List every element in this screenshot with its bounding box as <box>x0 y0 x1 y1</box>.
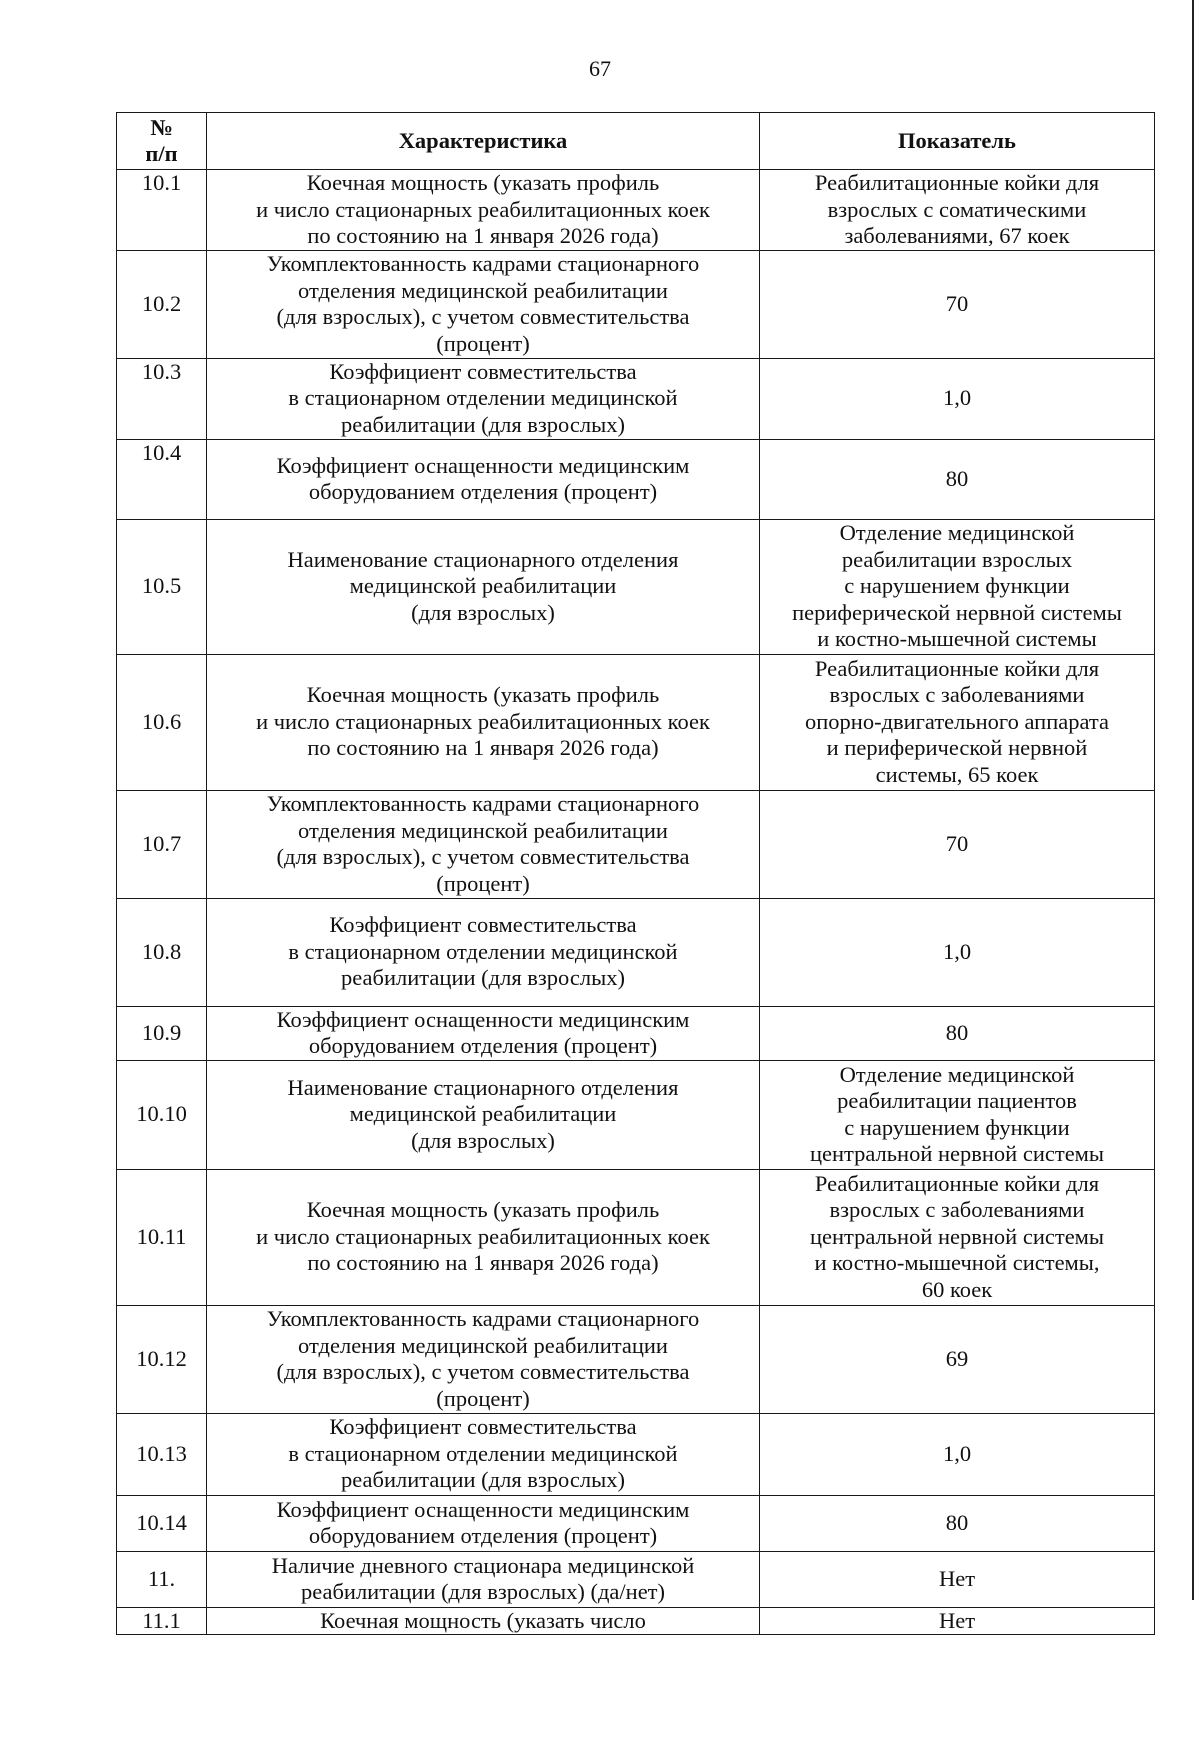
row-characteristic: Коечная мощность (указать профиль и число стационарных реабилитационных коек по состоянию на 1 января 2026 года) <box>207 654 760 790</box>
table-row <box>117 1551 1155 1607</box>
row-indicator: Реабилитационные койки для взрослых с соматическими заболеваниями, 67 коек <box>760 170 1155 251</box>
header-characteristic: Характеристика <box>207 113 760 170</box>
table-row <box>117 519 1155 654</box>
row-number: 10.5 <box>117 519 207 654</box>
table-row <box>117 1607 1155 1635</box>
table-row <box>117 654 1155 790</box>
row-number: 10.8 <box>117 898 207 1006</box>
row-characteristic: Наличие дневного стационара медицинской реабилитации (для взрослых) (да/нет) <box>207 1551 760 1607</box>
row-characteristic: Коечная мощность (указать число <box>207 1607 760 1635</box>
row-characteristic: Наименование стационарного отделения медицинской реабилитации (для взрослых) <box>207 519 760 654</box>
table-row <box>117 898 1155 1006</box>
row-characteristic: Укомплектованность кадрами стационарного отделения медицинской реабилитации (для взрослых), с учетом совместительства (процент) <box>207 790 760 898</box>
table-row <box>117 358 1155 439</box>
row-indicator: 80 <box>760 1495 1155 1551</box>
row-characteristic: Укомплектованность кадрами стационарного отделения медицинской реабилитации (для взрослых), с учетом совместительства (процент) <box>207 250 760 358</box>
row-number: 10.6 <box>117 654 207 790</box>
row-indicator: 1,0 <box>760 1413 1155 1495</box>
row-characteristic: Коэффициент совместительства в стационарном отделении медицинской реабилитации (для взрослых) <box>207 1413 760 1495</box>
row-number: 10.1 <box>117 170 207 251</box>
header-number: № п/п <box>117 113 207 170</box>
row-indicator: Реабилитационные койки для взрослых с заболеваниями центральной нервной системы и костно-мышечной системы, 60 коек <box>760 1169 1155 1305</box>
page-number: 67 <box>589 56 611 81</box>
row-characteristic: Укомплектованность кадрами стационарного отделения медицинской реабилитации (для взрослых), с учетом совместительства (процент) <box>207 1305 760 1413</box>
row-indicator: Реабилитационные койки для взрослых с заболеваниями опорно-двигательного аппарата и периферической нервной системы, 65 коек <box>760 654 1155 790</box>
row-indicator: 1,0 <box>760 898 1155 1006</box>
row-characteristic: Коэффициент совместительства в стационарном отделении медицинской реабилитации (для взрослых) <box>207 898 760 1006</box>
row-indicator: 70 <box>760 250 1155 358</box>
row-indicator: Отделение медицинской реабилитации взрослых с нарушением функции периферической нервной системы и костно-мышечной системы <box>760 519 1155 654</box>
row-number: 10.14 <box>117 1495 207 1551</box>
row-indicator: 70 <box>760 790 1155 898</box>
row-characteristic: Коечная мощность (указать профиль и число стационарных реабилитационных коек по состоянию на 1 января 2026 года) <box>207 170 760 251</box>
row-number: 10.9 <box>117 1006 207 1060</box>
table-row <box>117 250 1155 358</box>
table-row <box>117 1060 1155 1169</box>
table-row <box>117 1006 1155 1060</box>
row-indicator: 80 <box>760 1006 1155 1060</box>
row-characteristic: Коечная мощность (указать профиль и число стационарных реабилитационных коек по состоянию на 1 января 2026 года) <box>207 1169 760 1305</box>
row-indicator: Отделение медицинской реабилитации пациентов с нарушением функции центральной нервной системы <box>760 1060 1155 1169</box>
row-number: 10.11 <box>117 1169 207 1305</box>
row-indicator: 80 <box>760 439 1155 519</box>
data-table <box>116 112 1155 1635</box>
header-indicator: Показатель <box>760 113 1155 170</box>
row-number: 11.1 <box>117 1607 207 1635</box>
table-row <box>117 1169 1155 1305</box>
row-indicator: Нет <box>760 1551 1155 1607</box>
table-row <box>117 439 1155 519</box>
table-header-row <box>117 113 1155 170</box>
table-row <box>117 790 1155 898</box>
row-number: 10.12 <box>117 1305 207 1413</box>
row-characteristic: Коэффициент совместительства в стационарном отделении медицинской реабилитации (для взрослых) <box>207 358 760 439</box>
scan-edge-line <box>1192 0 1194 1600</box>
table-row <box>117 1495 1155 1551</box>
row-number: 10.13 <box>117 1413 207 1495</box>
row-indicator: 1,0 <box>760 358 1155 439</box>
row-indicator: Нет <box>760 1607 1155 1635</box>
table-row <box>117 1305 1155 1413</box>
row-characteristic: Коэффициент оснащенности медицинским оборудованием отделения (процент) <box>207 439 760 519</box>
row-number: 10.10 <box>117 1060 207 1169</box>
row-characteristic: Коэффициент оснащенности медицинским оборудованием отделения (процент) <box>207 1495 760 1551</box>
row-number: 10.2 <box>117 250 207 358</box>
row-characteristic: Наименование стационарного отделения медицинской реабилитации (для взрослых) <box>207 1060 760 1169</box>
row-number: 11. <box>117 1551 207 1607</box>
row-number: 10.3 <box>117 358 207 439</box>
row-number: 10.7 <box>117 790 207 898</box>
row-indicator: 69 <box>760 1305 1155 1413</box>
row-characteristic: Коэффициент оснащенности медицинским оборудованием отделения (процент) <box>207 1006 760 1060</box>
row-number: 10.4 <box>117 439 207 519</box>
table-row <box>117 1413 1155 1495</box>
table-row <box>117 170 1155 251</box>
